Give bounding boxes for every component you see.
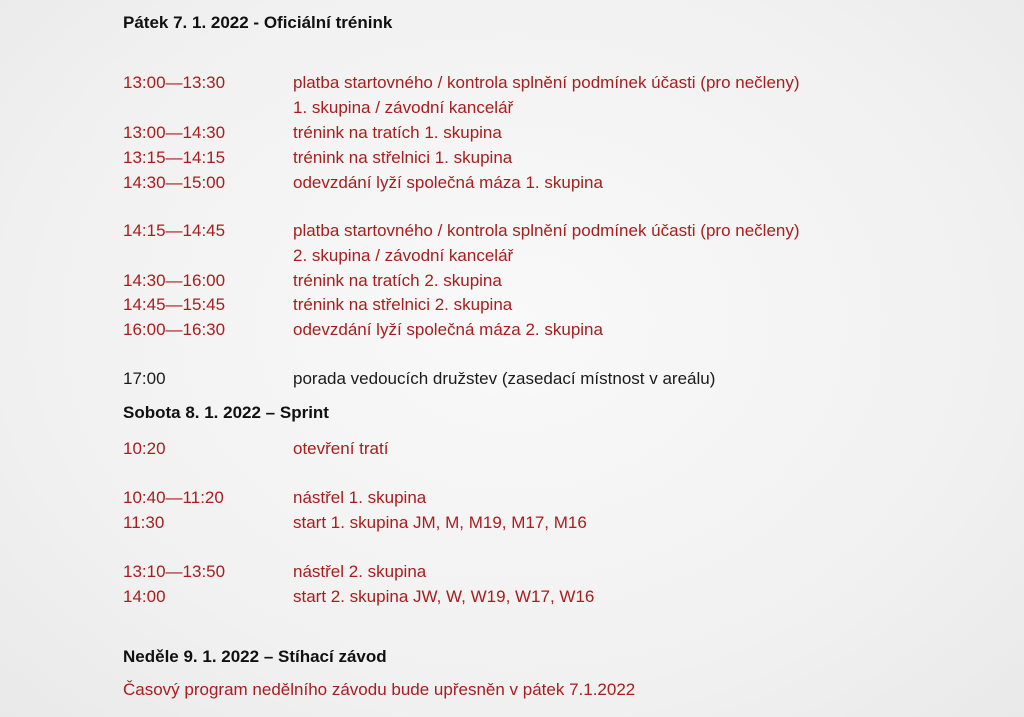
friday-desc-11: porada vedoucích družstev (zasedací místnost v areálu) bbox=[293, 369, 716, 388]
friday-time-8: 14:30—16:00 bbox=[123, 271, 226, 290]
saturday-time-3: 11:30 bbox=[123, 513, 165, 532]
friday-time-10: 16:00—16:30 bbox=[123, 320, 226, 339]
saturday-time-1: 10:20 bbox=[123, 439, 166, 458]
friday-desc-8: trénink na tratích 2. skupina bbox=[293, 271, 502, 290]
saturday-desc-2: nástřel 1. skupina bbox=[293, 488, 427, 507]
friday-time-6: 14:15—14:45 bbox=[123, 221, 226, 240]
sunday-note: Časový program nedělního závodu bude upřesněn v pátek 7.1.2022 bbox=[123, 680, 636, 699]
friday-time-1: 13:00—13:30 bbox=[123, 73, 226, 92]
friday-desc-10: odevzdání lyží společná máza 2. skupina bbox=[293, 320, 603, 339]
saturday-time-5: 14:00 bbox=[123, 587, 166, 606]
friday-time-11: 17:00 bbox=[123, 369, 166, 388]
friday-time-4: 13:15—14:15 bbox=[123, 148, 226, 167]
friday-time-5: 14:30—15:00 bbox=[123, 173, 226, 192]
sunday-heading: Neděle 9. 1. 2022 – Stíhací závod bbox=[123, 647, 387, 666]
friday-time-9: 14:45—15:45 bbox=[123, 295, 226, 314]
friday-desc-2: 1. skupina / závodní kancelář bbox=[293, 98, 514, 117]
friday-desc-3: trénink na tratích 1. skupina bbox=[293, 123, 502, 142]
friday-desc-5: odevzdání lyží společná máza 1. skupina bbox=[293, 173, 603, 192]
saturday-desc-4: nástřel 2. skupina bbox=[293, 562, 427, 581]
saturday-heading: Sobota 8. 1. 2022 – Sprint bbox=[123, 403, 329, 422]
friday-desc-1: platba startovného / kontrola splnění podmínek účasti (pro nečleny) bbox=[293, 73, 800, 92]
saturday-desc-5: start 2. skupina JW, W, W19, W17, W16 bbox=[293, 587, 595, 606]
friday-desc-4: trénink na střelnici 1. skupina bbox=[293, 148, 513, 167]
friday-heading: Pátek 7. 1. 2022 - Oficiální trénink bbox=[123, 13, 393, 32]
friday-time-3: 13:00—14:30 bbox=[123, 123, 226, 142]
saturday-desc-3: start 1. skupina JM, M, M19, M17, M16 bbox=[293, 513, 587, 532]
saturday-time-4: 13:10—13:50 bbox=[123, 562, 226, 581]
friday-desc-6: platba startovného / kontrola splnění podmínek účasti (pro nečleny) bbox=[293, 221, 800, 240]
friday-desc-7: 2. skupina / závodní kancelář bbox=[293, 246, 514, 265]
friday-desc-9: trénink na střelnici 2. skupina bbox=[293, 295, 513, 314]
saturday-desc-1: otevření tratí bbox=[293, 439, 389, 458]
saturday-time-2: 10:40—11:20 bbox=[123, 488, 224, 507]
